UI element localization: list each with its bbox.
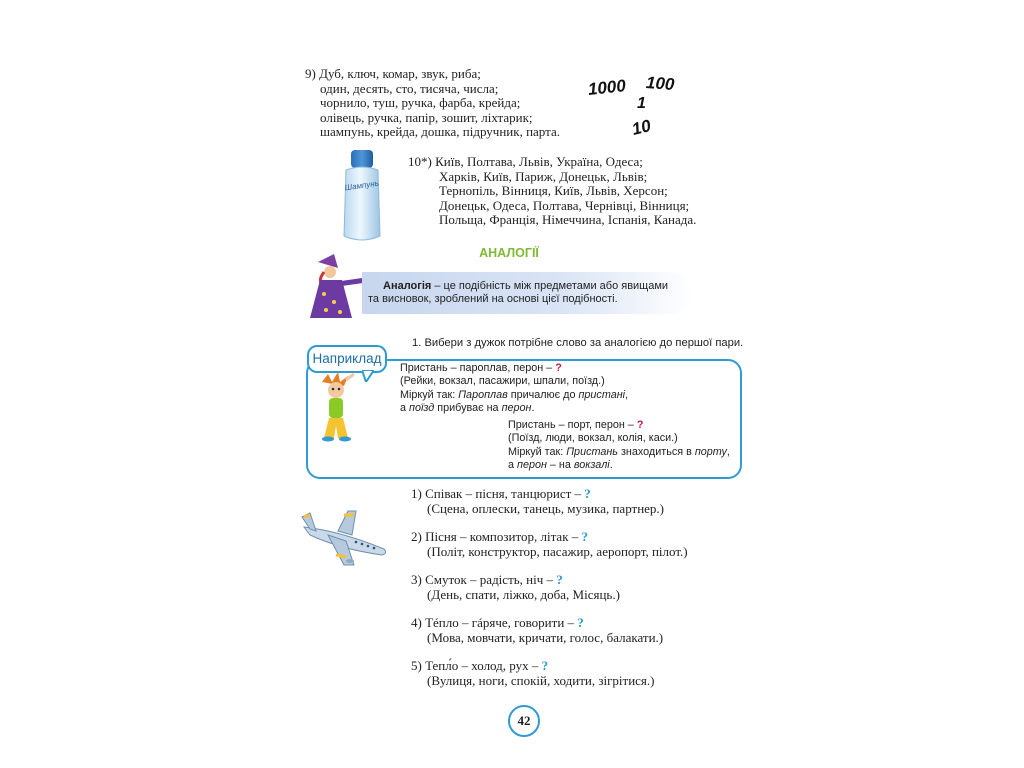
- ex10-line: Донецьк, Одеса, Полтава, Чернівці, Вінниця;: [439, 197, 690, 213]
- number-1: 1: [637, 95, 646, 112]
- hint-italic: Пароплав: [458, 388, 508, 401]
- hint-text: .: [531, 402, 535, 415]
- definition-term: Аналогія: [383, 280, 432, 292]
- hint-prefix: Міркуй так:: [400, 388, 459, 401]
- hint-italic: перон: [501, 402, 532, 415]
- item-options: (Мова, мовчати, кричати, голос, балакати.): [427, 629, 664, 645]
- example-a2: (Рейки, вокзал, пасажири, шпали, поїзд.): [400, 375, 605, 388]
- question-mark: ?: [584, 486, 591, 501]
- number-10: 10: [629, 116, 653, 140]
- hint-prefix: Міркуй так:: [508, 445, 567, 458]
- item-question: 5) Тепл́о – холод, рух –: [411, 658, 542, 673]
- shampoo-bottle-image: [336, 148, 388, 244]
- example-b: [508, 419, 730, 473]
- item-options: (Вулиця, ноги, спокій, ходити, зігрітися.): [427, 672, 655, 688]
- section-title: АНАЛОГІЇ: [479, 246, 539, 260]
- question-mark: ?: [577, 615, 584, 630]
- list-item: [411, 573, 620, 602]
- definition-text: [368, 280, 668, 306]
- numbers-illustration: [586, 70, 686, 142]
- example-label: Наприклад: [307, 345, 387, 373]
- hint-prefix: а: [508, 459, 518, 472]
- question-mark: ?: [541, 658, 549, 673]
- hint-text: – на: [546, 459, 574, 472]
- number-1000: 1000: [587, 76, 627, 99]
- ex10-line: Харків, Київ, Париж, Донецьк, Львів;: [439, 168, 648, 184]
- page-number: 42: [508, 705, 540, 737]
- ex9-line: олівець, ручка, папір, зошит, ліхтарик;: [320, 109, 533, 125]
- shampoo-label: Шампунь: [344, 178, 380, 193]
- hint-italic: вокзалі: [573, 459, 610, 472]
- example-b2: (Поїзд, люди, вокзал, колія, каси.): [508, 432, 678, 445]
- task-1-instruction: 1. Вибери з дужок потрібне слово за аналогією до першої пари.: [412, 337, 744, 349]
- hint-italic: перон: [517, 459, 547, 472]
- hint-italic: порту: [694, 445, 727, 458]
- list-item: [411, 616, 663, 645]
- item-question: 2) Пісня – композитор, літак –: [411, 529, 582, 544]
- hint-italic: Пристань: [566, 445, 618, 458]
- ex10-line: 10*) Київ, Полтава, Львів, Україна, Одеса;: [408, 154, 643, 169]
- airplane-image: [300, 505, 390, 575]
- ex10-line: Тернопіль, Вінниця, Київ, Львів, Херсон;: [439, 183, 668, 199]
- exercise-10: [408, 155, 696, 228]
- hint-italic: поїзд: [409, 402, 435, 415]
- ex10-line: Польща, Франція, Німеччина, Іспанія, Канада.: [439, 212, 697, 228]
- example-a: [400, 362, 628, 416]
- list-item: [411, 530, 688, 559]
- question-mark: ?: [556, 572, 563, 587]
- hint-text: причалює до: [507, 388, 579, 401]
- item-question: 3) Смуток – радість, ніч –: [411, 572, 557, 587]
- hint-italic: пристані: [578, 388, 626, 401]
- item-question: 4) Тéпло – гáряче, говорити –: [411, 615, 578, 630]
- hint-text: прибуває на: [434, 402, 502, 415]
- hint-text: ,: [726, 445, 730, 458]
- ex9-line: 9) Дуб, ключ, комар, звук, риба;: [305, 66, 481, 81]
- list-item: [411, 487, 664, 516]
- hint-prefix: а: [400, 402, 410, 415]
- hint-text: знаходиться в: [617, 445, 695, 458]
- kid-image: [314, 372, 364, 442]
- list-item: [411, 659, 655, 688]
- item-question: 1) Співак – пісня, танцюрист –: [411, 486, 585, 501]
- hint-text: .: [609, 459, 613, 472]
- item-options: (Політ, конструктор, пасажир, аеропорт, пілот.): [427, 543, 688, 559]
- hint-text: ,: [625, 388, 629, 401]
- ex9-line: один, десять, сто, тисяча, числа;: [320, 80, 499, 96]
- question-mark: ?: [636, 419, 644, 431]
- definition-rest: – це подібність між предметами або явищами: [431, 280, 669, 292]
- ex9-line: шампунь, крейда, дошка, підручник, парта.: [320, 124, 560, 140]
- example-b1: Пристань – порт, перон –: [508, 419, 637, 431]
- question-mark: ?: [555, 362, 562, 374]
- wizard-image: [304, 254, 370, 320]
- question-mark: ?: [581, 529, 589, 544]
- item-options: (Сцена, оплески, танець, музика, партнер.): [427, 500, 665, 516]
- exercise-9: [305, 67, 560, 140]
- item-options: (День, спати, ліжко, доба, Місяць.): [427, 586, 620, 602]
- number-100: 100: [645, 73, 676, 94]
- example-a1: Пристань – пароплав, перон –: [400, 362, 556, 374]
- ex9-line: чорнило, туш, ручка, фарба, крейда;: [320, 95, 521, 111]
- definition-line2: та висновок, зроблений на основі цієї подібності.: [368, 293, 618, 305]
